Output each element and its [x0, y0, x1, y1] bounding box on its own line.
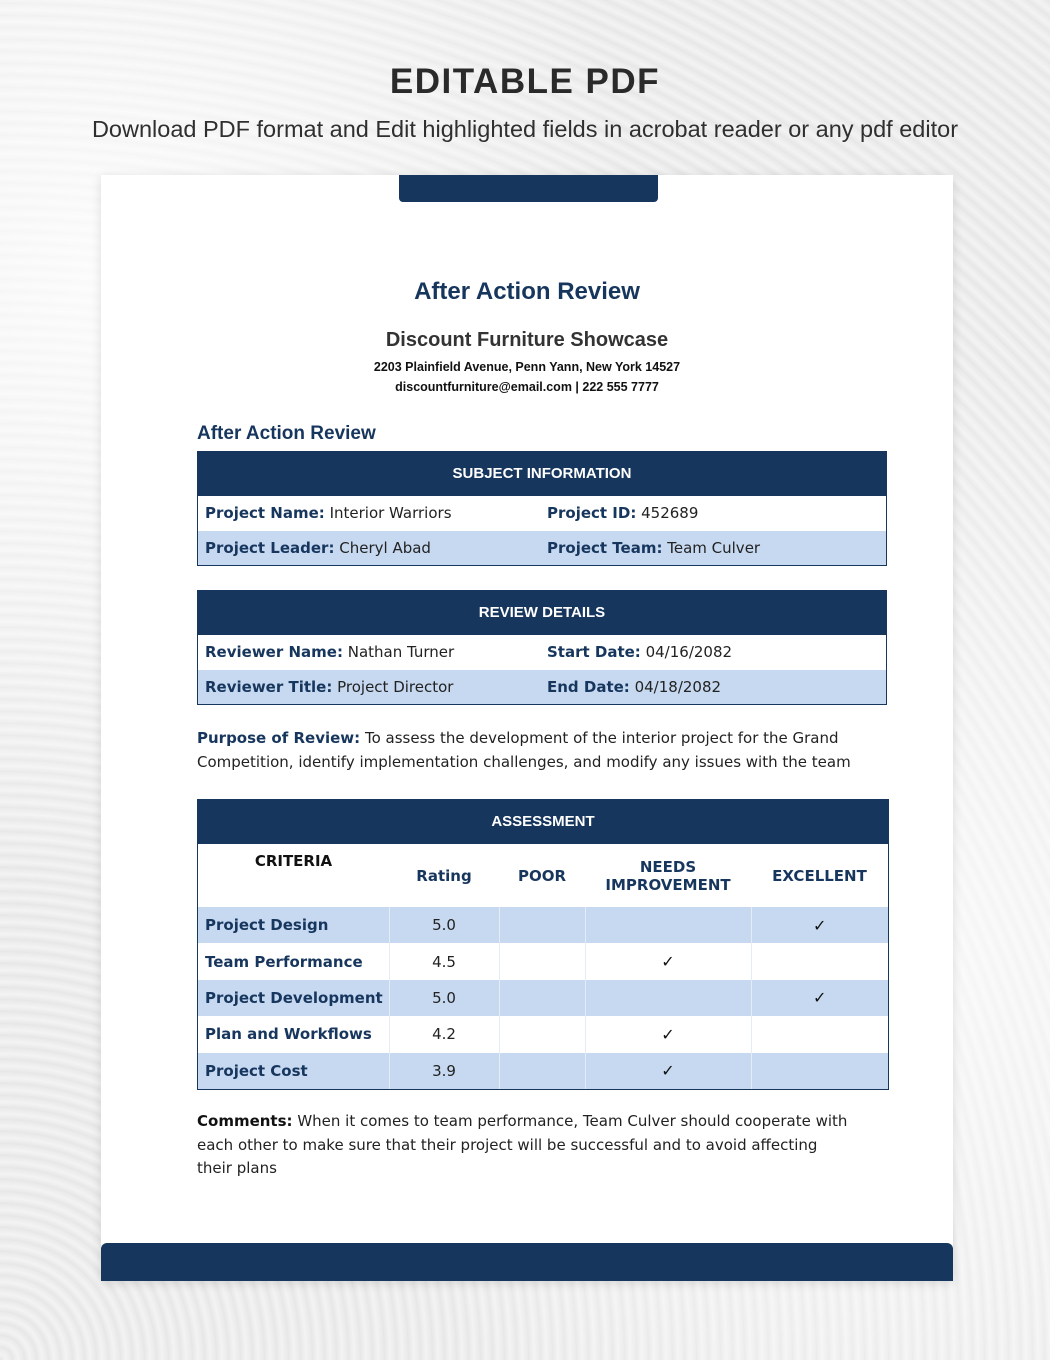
- needs-improvement-column-header: [585, 844, 751, 907]
- comments-text: When it comes to team performance, Team Culver should cooperate with each other to make sure that their project will be successful and to avoid affecting their plans: [197, 1112, 848, 1177]
- field-value: Team Culver: [667, 538, 761, 557]
- document-title: After Action Review: [414, 278, 640, 305]
- banner-title: EDITABLE PDF: [389, 62, 661, 101]
- purpose-of-review[interactable]: [197, 727, 857, 774]
- banner-subtitle: Download PDF format and Edit highlighted fields in acrobat reader or any pdf editor: [91, 116, 959, 142]
- table-row: [198, 907, 888, 943]
- comments[interactable]: [197, 1110, 857, 1181]
- assessment-header: ASSESSMENT: [198, 800, 888, 844]
- assessment-header-row: [198, 844, 888, 907]
- field-label: Project Team:: [547, 538, 663, 557]
- top-tab-decoration: [399, 175, 658, 202]
- criteria-cell: Project Design: [198, 907, 389, 943]
- excellent-cell[interactable]: [751, 907, 888, 943]
- poor-column-header: POOR: [517, 866, 567, 885]
- check-mark-icon: ✓: [813, 988, 827, 1008]
- poor-cell[interactable]: [499, 1053, 585, 1089]
- company-address: 2203 Plainfield Avenue, Penn Yann, New York 14527: [373, 360, 681, 374]
- field-value: 04/18/2082: [634, 677, 722, 696]
- criteria-cell: Project Development: [198, 980, 389, 1016]
- info-row: [198, 531, 886, 566]
- field-value: Interior Warriors: [329, 504, 452, 523]
- subject-information-box: [197, 451, 887, 566]
- end-date-field[interactable]: [540, 678, 721, 696]
- document-page: [101, 175, 953, 1281]
- header-line: NEEDS: [639, 857, 697, 876]
- table-row: [198, 980, 888, 1016]
- rating-cell[interactable]: 5.0: [389, 907, 499, 943]
- field-label: Project Leader:: [205, 538, 335, 557]
- bottom-band-decoration: [101, 1243, 953, 1281]
- assessment-table: [198, 844, 888, 1089]
- reviewer-name-field[interactable]: [198, 643, 540, 661]
- subject-information-header: SUBJECT INFORMATION: [198, 452, 886, 496]
- field-label: Project Name:: [205, 504, 325, 523]
- table-row: [198, 943, 888, 979]
- needs-improvement-cell[interactable]: [585, 1016, 751, 1052]
- project-team-field[interactable]: [540, 539, 760, 557]
- project-leader-field[interactable]: [198, 539, 540, 557]
- field-label: End Date:: [547, 677, 630, 696]
- review-details-box: [197, 590, 887, 705]
- project-id-field[interactable]: [540, 504, 698, 522]
- check-mark-icon: ✓: [661, 1061, 675, 1081]
- field-value: 04/16/2082: [645, 643, 733, 662]
- excellent-cell[interactable]: [751, 1053, 888, 1089]
- poor-cell[interactable]: [499, 1016, 585, 1052]
- info-row: [198, 496, 886, 531]
- check-mark-icon: ✓: [661, 952, 675, 972]
- purpose-label: Purpose of Review:: [197, 729, 361, 747]
- criteria-cell: Project Cost: [198, 1053, 389, 1089]
- poor-cell[interactable]: [499, 907, 585, 943]
- company-contact: discountfurniture@email.com | 222 555 7777: [395, 380, 659, 394]
- rating-column-header: Rating: [416, 866, 472, 885]
- rating-cell[interactable]: 4.5: [389, 943, 499, 979]
- section-heading: After Action Review: [197, 423, 376, 444]
- excellent-column-header: EXCELLENT: [772, 866, 867, 885]
- info-row: [198, 670, 886, 705]
- needs-improvement-cell[interactable]: [585, 1053, 751, 1089]
- criteria-column-header: CRITERIA: [254, 852, 333, 870]
- field-label: Project ID:: [547, 504, 637, 523]
- comments-label: Comments:: [197, 1112, 293, 1130]
- criteria-cell: Team Performance: [198, 943, 389, 979]
- info-row: [198, 635, 886, 670]
- poor-cell[interactable]: [499, 980, 585, 1016]
- excellent-cell[interactable]: [751, 943, 888, 979]
- criteria-cell: Plan and Workflows: [198, 1016, 389, 1052]
- purpose-text: To assess the development of the interior project for the Grand Competition, identify implementation challenges, and modify any issues with the team: [197, 729, 851, 771]
- review-details-header: REVIEW DETAILS: [198, 591, 886, 635]
- needs-improvement-cell[interactable]: [585, 943, 751, 979]
- table-row: [198, 1053, 888, 1089]
- project-name-field[interactable]: [198, 504, 540, 522]
- needs-improvement-cell[interactable]: [585, 907, 751, 943]
- assessment-box: [197, 799, 889, 1090]
- field-value: Nathan Turner: [347, 643, 455, 662]
- excellent-cell[interactable]: [751, 980, 888, 1016]
- reviewer-title-field[interactable]: [198, 678, 540, 696]
- field-value: Cheryl Abad: [339, 538, 431, 557]
- header-line: IMPROVEMENT: [605, 875, 731, 894]
- field-value: 452689: [641, 504, 699, 523]
- rating-cell[interactable]: 4.2: [389, 1016, 499, 1052]
- field-value: Project Director: [337, 677, 454, 696]
- table-row: [198, 1016, 888, 1052]
- excellent-cell[interactable]: [751, 1016, 888, 1052]
- start-date-field[interactable]: [540, 643, 732, 661]
- field-label: Reviewer Name:: [205, 643, 343, 662]
- field-label: Start Date:: [547, 643, 641, 662]
- field-label: Reviewer Title:: [205, 677, 333, 696]
- rating-cell[interactable]: 3.9: [389, 1053, 499, 1089]
- rating-cell[interactable]: 5.0: [389, 980, 499, 1016]
- poor-cell[interactable]: [499, 943, 585, 979]
- needs-improvement-cell[interactable]: [585, 980, 751, 1016]
- check-mark-icon: ✓: [661, 1024, 675, 1044]
- company-name: Discount Furniture Showcase: [385, 329, 669, 351]
- check-mark-icon: ✓: [813, 915, 827, 935]
